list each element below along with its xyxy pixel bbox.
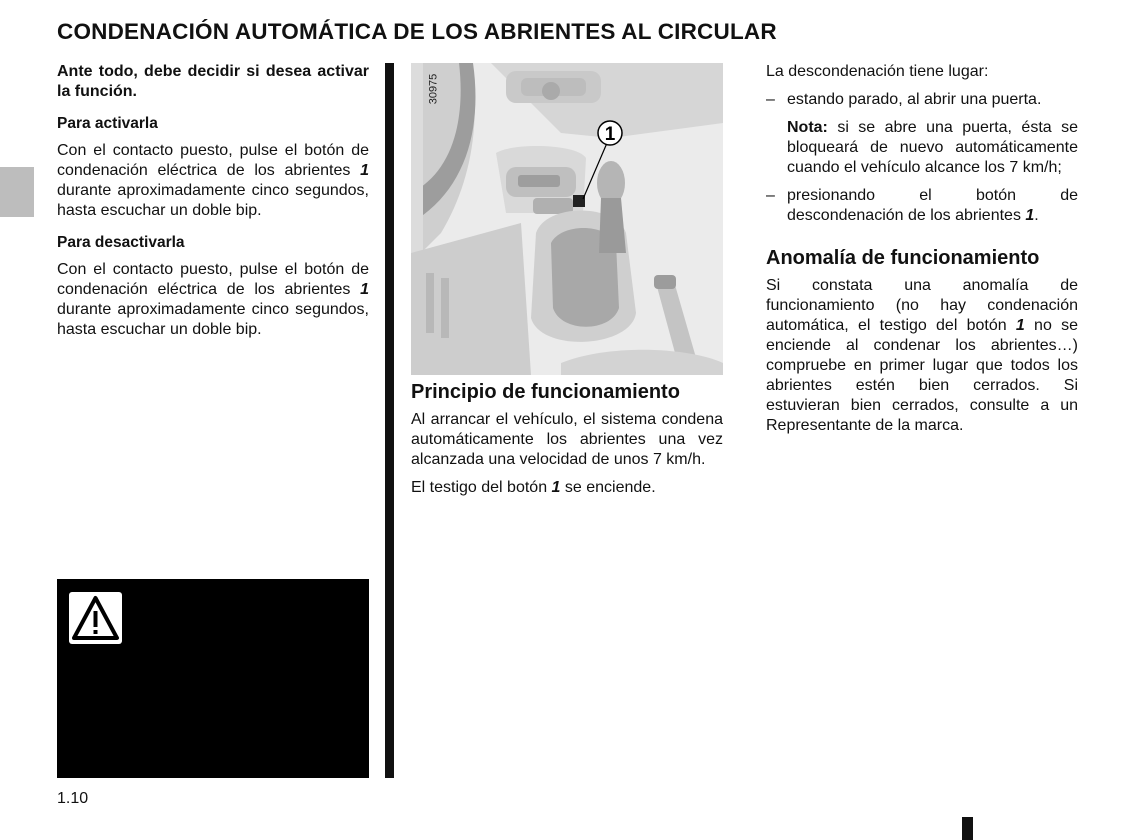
column-divider [385,63,394,778]
list-item: – presionando el botón de descondenación de los abrientes 1. [766,187,1078,224]
principle-heading: Principio de funcionamiento [411,381,680,403]
activate-heading: Para activarla [57,115,158,132]
page-number: 1.10 [57,790,89,807]
unlock-intro: La descondenación tiene lugar: [766,63,989,80]
button-ref: 1 [360,162,369,179]
column-principle [411,380,723,506]
warning-triangle-icon [69,592,122,644]
indicator-paragraph: El testigo del botón 1 se enciende. [411,479,656,496]
button-ref: 1 [1025,207,1035,224]
deactivate-paragraph: Con el contacto puesto, pulse el botón de condenación eléctrica de los abrientes 1 durante aproximadamente cinco segundos, hasta escuchar un doble bip. [57,261,369,338]
button-ref: 1 [360,281,369,298]
section-tab [0,167,34,217]
deactivate-heading: Para desactivarla [57,234,185,251]
button-ref: 1 [551,479,561,496]
column-unlocking [766,62,1078,444]
list-item: – estando parado, al abrir una puerta. [766,91,1042,108]
column-activation [57,62,369,348]
corner-mark [962,817,973,840]
figure-number: 30975 [427,73,440,105]
warning-box [57,579,369,778]
note-text: Nota: si se abre una puerta, ésta se bloqueará de nuevo automáticamente cuando el vehículo alcance los 7 km/h; [787,119,1078,176]
callout-label: 1 [604,124,616,145]
intro-text: Ante todo, debe decidir si desea activar la función. [57,63,369,100]
principle-paragraph: Al arrancar el vehículo, el sistema condena automáticamente los abrientes una vez alcanzada una velocidad de unos 7 km/h. [411,411,723,468]
anomaly-paragraph: Si constata una anomalía de funcionamiento (no hay condenación automática, el testigo del botón 1 no se enciende al condenar los abrientes…) compruebe en primer lugar que todos los abrientes estén bien cerrados. Si estuvieran bien cerrados, consulte a un Representante de la marca. [766,277,1078,434]
button-ref: 1 [1015,317,1025,334]
gearshift-photo [411,63,723,375]
anomaly-heading: Anomalía de funcionamiento [766,247,1040,269]
page-title: CONDENACIÓN AUTOMÁTICA DE LOS ABRIENTES AL CIRCULAR [57,19,777,44]
activate-paragraph: Con el contacto puesto, pulse el botón de condenación eléctrica de los abrientes 1 durante aproximadamente cinco segundos, hasta escuchar un doble bip. [57,142,369,219]
